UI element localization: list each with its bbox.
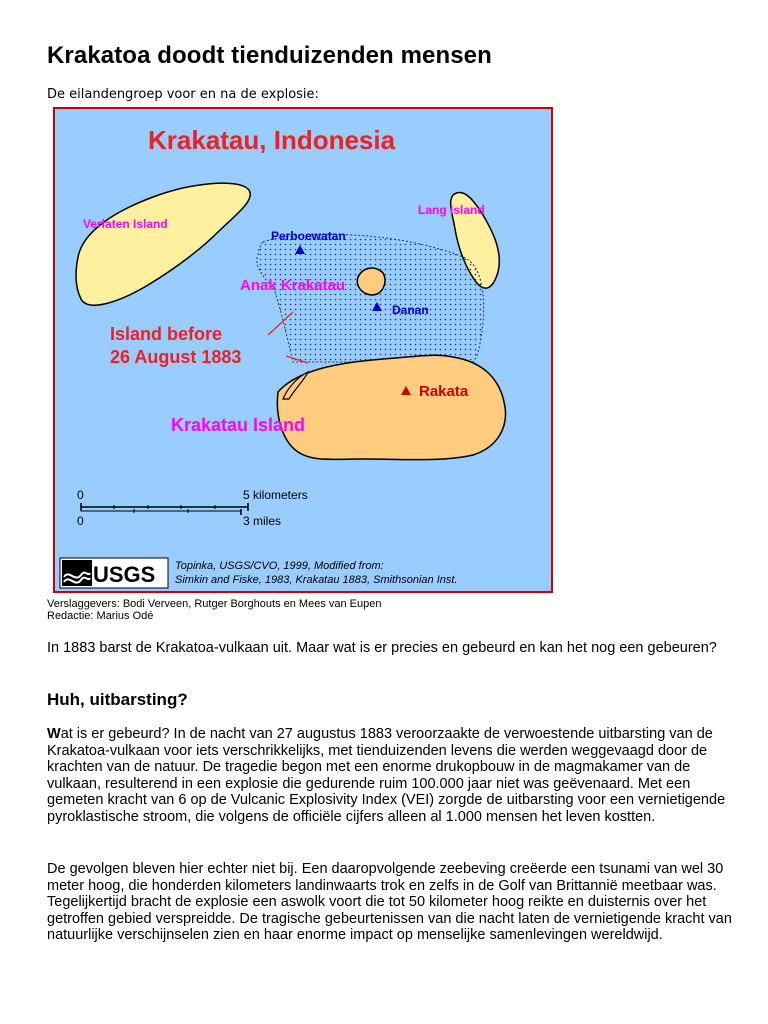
article-paragraph-2: De gevolgen bleven hier echter niet bij. Een daaropvolgende zeebeving creëerde een tsunami van wel 30 meter hoog, die honderden kilometers landinwaarts trok en zelfs in de Golf van Brittannië meetbaar was. Tegelijkertijd bracht de explosie een aswolk voort die tot 50 kilometer hoog reikte en duisternis over het getroffen gebied verspreidde. De tragische gebeurtenissen van die nacht laten de vernietigende kracht van natuurlijke verschijnselen zien en haar enorme impact op menselijke samenlevingen wereldwijd.	[47, 861, 732, 944]
map-caption: De eilandengroep voor en na de explosie:	[47, 87, 319, 102]
krakatau-map	[53, 107, 553, 593]
usgs-logo	[60, 558, 168, 588]
island-before-label-line2: 26 August 1883	[110, 347, 242, 367]
anak-krakatau-label: Anak Krakatau	[240, 277, 346, 294]
article-credits	[47, 598, 382, 622]
lang-island-label: Lang Island	[418, 203, 485, 217]
paragraph-1-text: at is er gebeurd? In de nacht van 27 augustus 1883 veroorzaakte de verwoestende uitbarsting van de Krakatoa-vulkaan voor iets verschrikkelijks, met tienduizenden levens die werden weggevaagd door de krachten van de natuur. De tragedie begon met een enorme drukopbouw in de magmakamer van de vulkaan, resulterend in een explosie die gedurende ruim 100.000 jaar niet was geëvenaard. Met een gemeten kracht van 6 op de Vulcanic Explosivity Index (VEI) zorgde de uitbarsting voor een vernietigende pyroklastische stroom, die volgens de officiële cijfers alleen al 1.000 mensen het leven kostten.	[47, 726, 726, 825]
verlaten-island-label: Verlaten Island	[83, 217, 168, 231]
scale-km-label: 5 kilometers	[243, 488, 308, 502]
map-title: Krakatau, Indonesia	[148, 125, 396, 155]
krakatau-island-label: Krakatau Island	[171, 415, 306, 435]
scale-km-zero: 0	[77, 488, 84, 502]
danan-label: Danan	[392, 303, 429, 317]
anak-krakatau-shape	[357, 268, 385, 295]
map-source-line2: Simkin and Fiske, 1983, Krakatau 1883, Smithsonian Inst.	[175, 574, 458, 586]
krakatau-island-shape	[277, 355, 505, 459]
section-heading: Huh, uitbarsting?	[47, 690, 188, 709]
credits-reporters: Verslaggevers: Bodi Verveen, Rutger Borghouts en Mees van Eupen	[47, 598, 382, 610]
rakata-label: Rakata	[419, 383, 469, 400]
article-intro: In 1883 barst de Krakatoa-vulkaan uit. Maar wat is er precies en gebeurd en kan het nog een gebeuren?	[47, 640, 717, 656]
perboewatan-label: Perboewatan	[271, 229, 346, 243]
pre-1883-island-area	[257, 234, 484, 362]
island-before-label-line1: Island before	[110, 324, 223, 344]
credits-editor: Redactie: Marius Odé	[47, 610, 154, 622]
drop-letter: W	[47, 726, 61, 742]
article-title: Krakatoa doodt tienduizenden mensen	[47, 42, 492, 69]
scale-mi-zero: 0	[77, 514, 84, 528]
usgs-logo-text: USGS	[93, 562, 156, 587]
map-source-line1: Topinka, USGS/CVO, 1999, Modified from:	[175, 560, 384, 572]
scale-mi-label: 3 miles	[243, 514, 282, 528]
article-paragraph-1	[47, 726, 737, 826]
